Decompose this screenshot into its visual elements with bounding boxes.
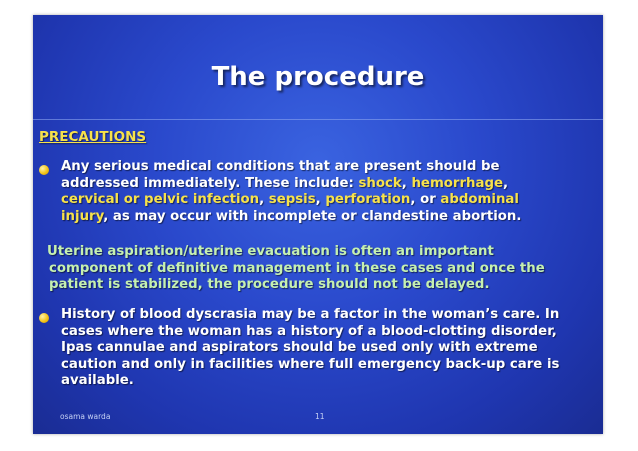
term-hemorrhage: hemorrhage bbox=[411, 175, 504, 191]
bullet-conditions-text: Any serious medical conditions that are present should be addressed immediately. These include: bbox=[61, 159, 500, 191]
bullet-blood-dyscrasia: History of blood dyscrasia may be a factor in the woman’s care. In cases where the woman has a history of a blood-clotting disorder, Ipas cannulae and aspirators should be used only with extreme caution and only in facilities where full emergency back-up care is available. bbox=[61, 307, 560, 388]
bullet-icon bbox=[39, 165, 49, 175]
separator: , bbox=[315, 192, 326, 207]
separator: , bbox=[503, 175, 509, 191]
slide bbox=[33, 15, 603, 434]
term-abdominal-injury: abdominal injury bbox=[61, 192, 519, 224]
slide-title: The procedure bbox=[211, 62, 425, 92]
term-perforation: perforation bbox=[325, 192, 411, 207]
separator: , bbox=[401, 175, 412, 191]
term-shock: shock bbox=[358, 175, 402, 191]
term-cervical-infection: cervical or pelvic infection bbox=[61, 192, 260, 207]
term-sepsis: sepsis bbox=[268, 192, 316, 207]
footer-author: osama warda bbox=[60, 412, 111, 421]
title-divider bbox=[33, 119, 603, 120]
separator: , bbox=[259, 192, 269, 207]
footer-page-number: 11 bbox=[315, 412, 325, 421]
aspiration-paragraph: Uterine aspiration/uterine evacuation is often an important component of definitive management in these cases and once the patient is stabilized, the procedure should not be delayed. bbox=[47, 244, 545, 292]
precautions-heading: PRECAUTIONS bbox=[39, 129, 147, 145]
bullet-icon bbox=[39, 313, 49, 323]
separator: , or bbox=[410, 192, 441, 207]
bullet-conditions-tail: , as may occur with incomplete or clandestine abortion. bbox=[103, 208, 522, 224]
bullet-conditions bbox=[61, 159, 561, 225]
